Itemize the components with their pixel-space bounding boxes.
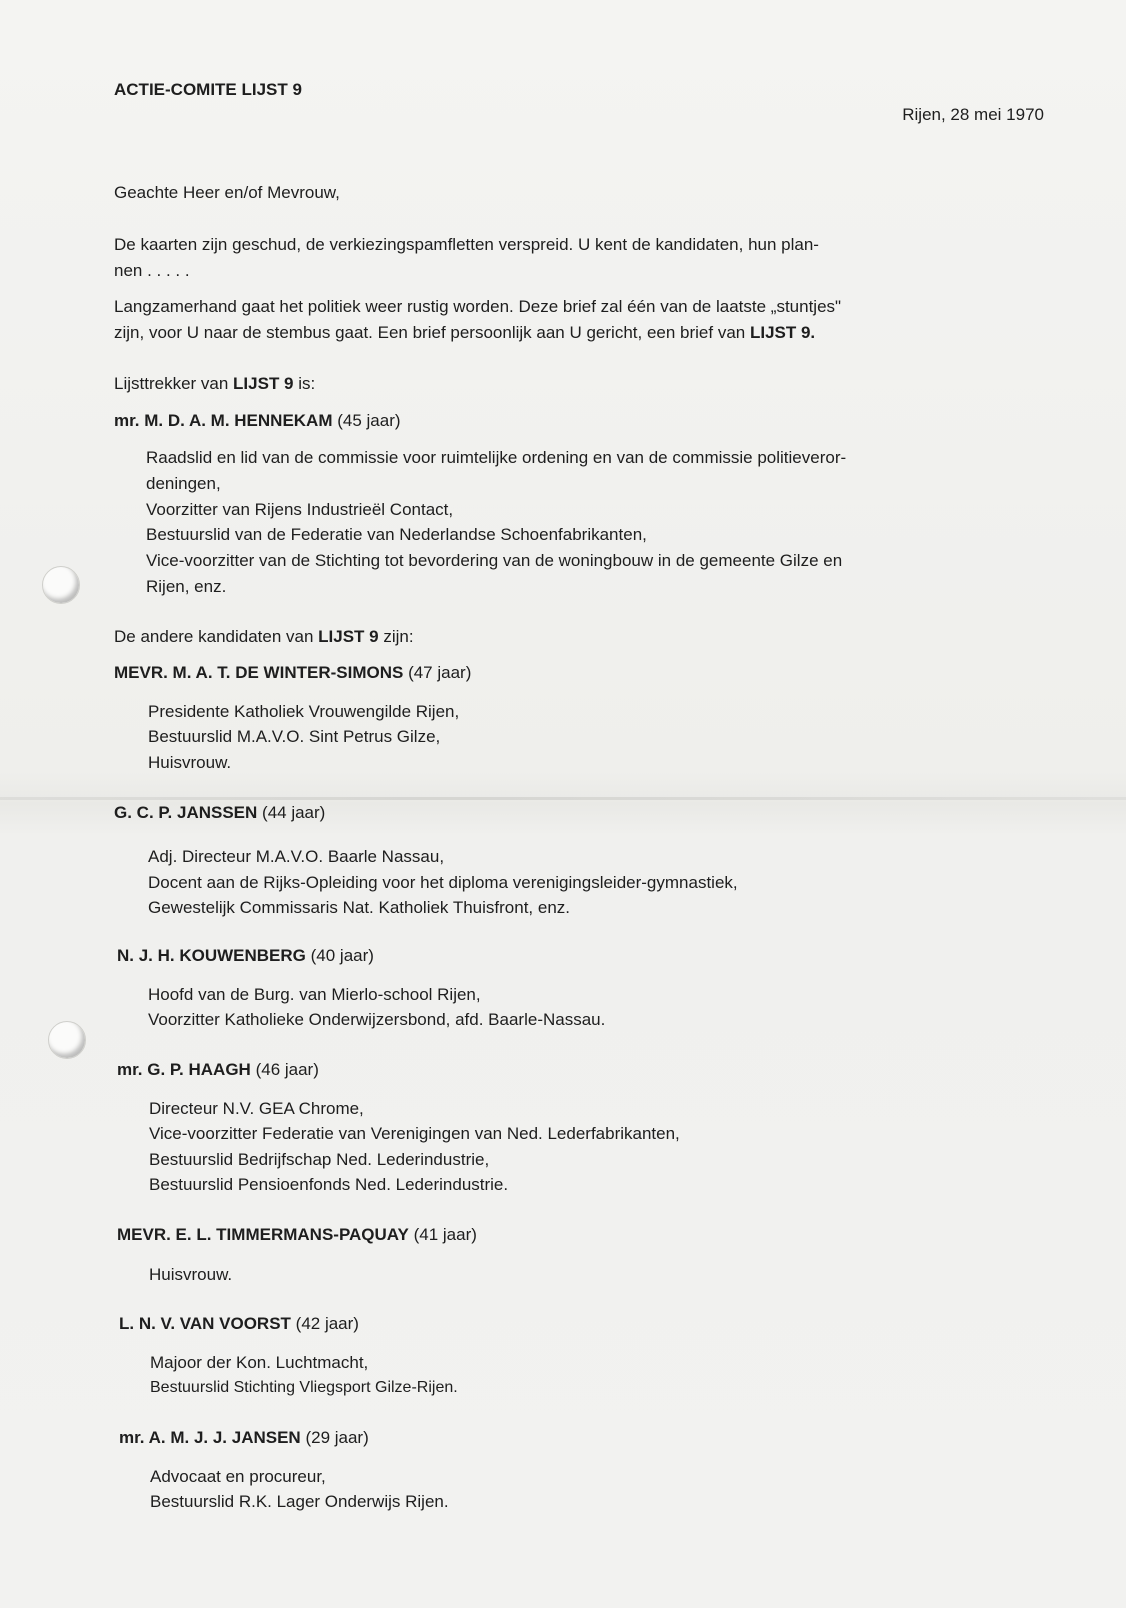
candidate-heading: [117, 1060, 319, 1080]
lead-intro-text: Lijsttrekker van: [114, 374, 234, 393]
candidate-role: Vice-voorzitter van de Stichting tot bevordering van de woningbouw in de gemeente Gilze en: [146, 551, 843, 570]
paragraph-2-text: zijn, voor U naar de stembus gaat. Een brief persoonlijk aan U gericht, een brief van: [114, 323, 750, 342]
candidate-role: Adj. Directeur M.A.V.O. Baarle Nassau,: [148, 847, 445, 866]
candidate-role: Rijen, enz.: [146, 577, 227, 596]
paragraph-2-line-1: Langzamerhand gaat het politiek weer rustig worden. Deze brief zal één van de laatste „stuntjes": [114, 297, 842, 316]
candidate-heading: [114, 803, 325, 823]
candidate-role: Voorzitter Katholieke Onderwijzersbond, afd. Baarle-Nassau.: [148, 1010, 606, 1029]
paragraph-1-line-2: nen . . . . .: [114, 261, 190, 280]
candidate-age: (42 jaar): [295, 1314, 359, 1333]
candidate-heading: [119, 1314, 359, 1334]
candidate-role: Bestuurslid Stichting Vliegsport Gilze-Rijen.: [150, 1379, 458, 1396]
candidate-name: MEVR. E. L. TIMMERMANS-PAQUAY: [117, 1225, 409, 1244]
paragraph-2-line-2: [114, 323, 815, 343]
committee-name: ACTIE-COMITE LIJST 9: [114, 80, 302, 99]
candidate-role: Bestuurslid R.K. Lager Onderwijs Rijen.: [150, 1492, 449, 1511]
candidate-age: (45 jaar): [337, 411, 401, 430]
list-9-bold: LIJST 9.: [749, 323, 816, 342]
others-intro-text: De andere kandidaten van: [114, 627, 319, 646]
candidate-name: MEVR. M. A. T. DE WINTER-SIMONS: [114, 663, 404, 682]
candidate-age: (40 jaar): [310, 946, 374, 965]
candidate-heading: [114, 411, 401, 431]
candidate-heading: [114, 663, 471, 683]
candidate-name: N. J. H. KOUWENBERG: [117, 946, 306, 965]
candidate-role: Gewestelijk Commissaris Nat. Katholiek Thuisfront, enz.: [148, 898, 571, 917]
candidate-name: L. N. V. VAN VOORST: [119, 1314, 291, 1333]
candidate-age: (44 jaar): [262, 803, 326, 822]
list-9-bold: LIJST 9: [233, 374, 294, 393]
candidate-role: Docent aan de Rijks-Opleiding voor het diploma verenigingsleider-gymnastiek,: [148, 873, 738, 892]
candidate-role: deningen,: [146, 474, 221, 493]
candidate-role: Hoofd van de Burg. van Mierlo-school Rijen,: [148, 985, 481, 1004]
candidate-age: (47 jaar): [408, 663, 472, 682]
candidate-age: (29 jaar): [305, 1428, 369, 1447]
candidate-role: Advocaat en procureur,: [150, 1467, 326, 1486]
candidate-name: mr. M. D. A. M. HENNEKAM: [114, 411, 333, 430]
candidate-role: Bestuurslid Bedrijfschap Ned. Lederindustrie,: [149, 1150, 490, 1169]
others-intro: [114, 627, 414, 647]
paper-fold: [0, 797, 1126, 800]
candidate-name: G. C. P. JANSSEN: [114, 803, 258, 822]
candidate-role: Vice-voorzitter Federatie van Verenigingen van Ned. Lederfabrikanten,: [149, 1124, 680, 1143]
candidate-role: Huisvrouw.: [148, 753, 232, 772]
candidate-name: mr. G. P. HAAGH: [117, 1060, 251, 1079]
list-9-bold: LIJST 9: [318, 627, 379, 646]
punch-hole: [48, 1021, 86, 1059]
candidate-role: Presidente Katholiek Vrouwengilde Rijen,: [148, 702, 460, 721]
candidate-role: Bestuurslid van de Federatie van Nederlandse Schoenfabrikanten,: [146, 525, 647, 544]
candidate-role: Huisvrouw.: [149, 1265, 233, 1284]
candidate-role: Majoor der Kon. Luchtmacht,: [150, 1353, 369, 1372]
candidate-role: Bestuurslid M.A.V.O. Sint Petrus Gilze,: [148, 727, 441, 746]
paragraph-1-line-1: De kaarten zijn geschud, de verkiezingspamfletten verspreid. U kent de kandidaten, hun plan-: [114, 235, 819, 254]
candidate-heading: [117, 1225, 477, 1245]
candidate-heading: [119, 1428, 369, 1448]
others-intro-suffix: zijn:: [378, 627, 414, 646]
candidate-role: Bestuurslid Pensioenfonds Ned. Lederindustrie.: [149, 1175, 509, 1194]
salutation: Geachte Heer en/of Mevrouw,: [114, 183, 340, 202]
lead-intro-suffix: is:: [293, 374, 316, 393]
candidate-role: Raadslid en lid van de commissie voor ruimtelijke ordening en van de commissie politieveror-: [146, 448, 847, 467]
candidate-role: Voorzitter van Rijens Industrieël Contact,: [146, 500, 454, 519]
lead-intro: [114, 374, 315, 394]
candidate-age: (41 jaar): [413, 1225, 477, 1244]
punch-hole: [42, 566, 80, 604]
candidate-name: mr. A. M. J. J. JANSEN: [119, 1428, 301, 1447]
place-date: Rijen, 28 mei 1970: [902, 105, 1044, 124]
candidate-age: (46 jaar): [255, 1060, 319, 1079]
candidate-role: Directeur N.V. GEA Chrome,: [149, 1099, 364, 1118]
candidate-heading: [117, 946, 374, 966]
